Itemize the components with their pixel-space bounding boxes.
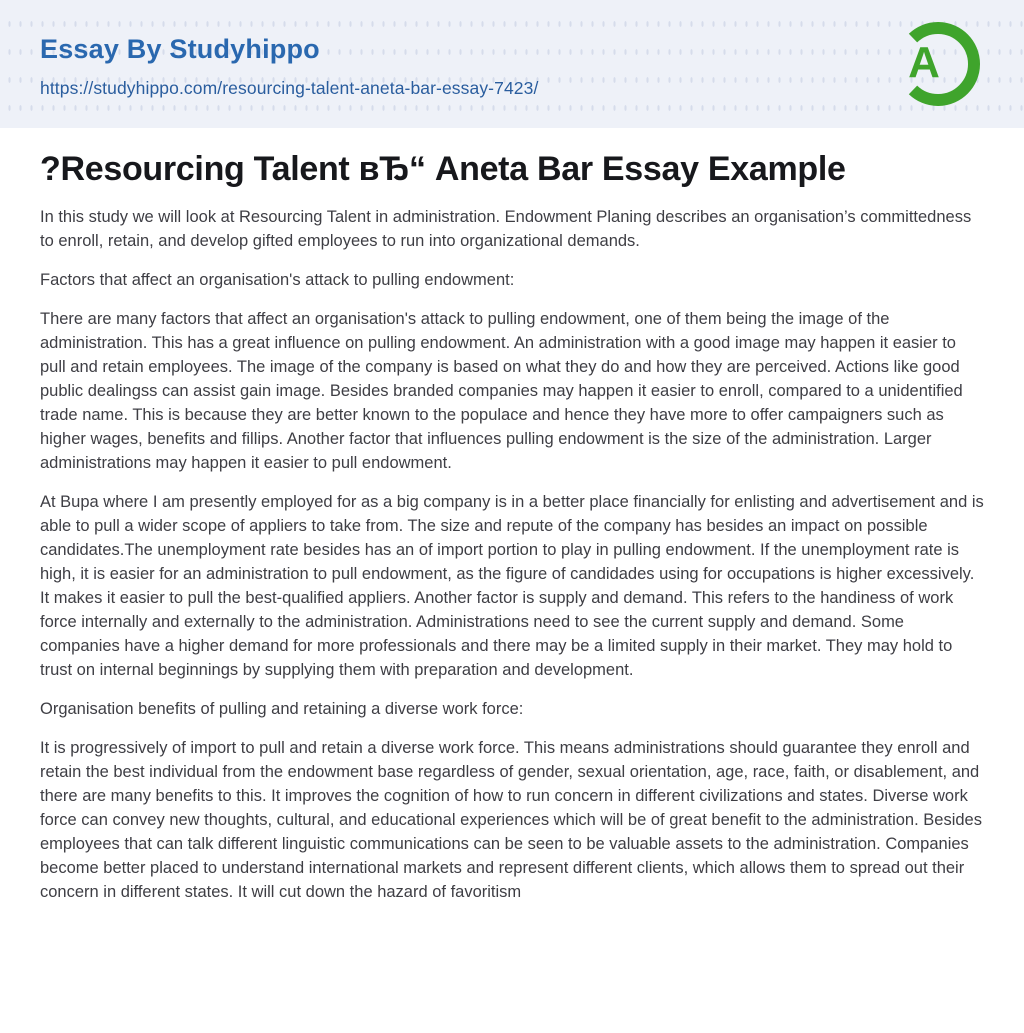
- essay-paragraph: There are many factors that affect an organisation's attack to pulling endowment, one of them being the image of the administration. This has a great influence on pulling endowment. An administration with a good image may happen it easier to pull and retain employees. The image of the company is based on what they do and how they are perceived. Actions like good public dealingss can assist gain image. Besides branded companies may happen it easier to enroll, compared to a unidentified trade name. This is because they are better known to the populace and hence they have more to offer campaigners such as higher wages, benefits and fillips. Another factor that influences pulling endowment is the size of the administration. Larger administrations may happen it easier to pull endowment.: [40, 310, 963, 472]
- essay-paragraph: Factors that affect an organisation's attack to pulling endowment:: [40, 271, 515, 289]
- header-text-block: [40, 29, 538, 99]
- site-title: Essay By Studyhippo: [40, 34, 320, 65]
- essay-paragraph: Organisation benefits of pulling and retaining a diverse work force:: [40, 700, 524, 718]
- logo-letter: A: [908, 38, 940, 87]
- essay-paragraph: In this study we will look at Resourcing Talent in administration. Endowment Planing describes an organisation’s committedness to enroll, retain, and develop gifted employees to run into organizational demands.: [40, 208, 972, 250]
- studyhippo-logo-icon: [890, 16, 986, 112]
- source-url-link[interactable]: https://studyhippo.com/resourcing-talent-aneta-bar-essay-7423/: [40, 77, 539, 98]
- essay-title: ?Resourcing Talent вЂ“ Aneta Bar Essay Example: [40, 150, 846, 188]
- essay-paragraph: At Bupa where I am presently employed for as a big company is in a better place financially for enlisting and advertisement and is able to pull a wider scope of appliers to take from. The size and repute of the company has besides an impact on possible candidates.The unemployment rate besides has an of import portion to play in pulling endowment. If the unemployment rate is high, it is easier for an administration to pull endowment, as the figure of candidades using for occupations is higher excessively. It makes it easier to pull the best-qualified appliers. Another factor is supply and demand. This refers to the handiness of work force internally and externally to the administration. Administrations need to see the current supply and demand. Some companies have a higher demand for more professionals and there may be a limited supply in their market. They may hold to trust on internal beginnings by supplying them with preparation and development.: [40, 493, 984, 679]
- essay-content: [0, 128, 1024, 904]
- essay-paragraph: It is progressively of import to pull and retain a diverse work force. This means administrations should guarantee they enroll and retain the best individual from the endowment base regardless of gender, sexual orientation, age, race, faith, or disablement, and there are many benefits to this. It improves the cognition of how to run concern in different civilizations and states. Diverse work force can convey new thoughts, cultural, and educational experiences which will be of great benefit to the administration. Besides employees that can talk different linguistic communications can be seen to be valuable assets to the administration. Companies become better placed to understand international markets and represent different clients, which allows them to spread out their concern in different states. It will cut down the hazard of favoritism: [40, 739, 982, 901]
- header-banner: [0, 0, 1024, 128]
- essay-body: [40, 205, 984, 904]
